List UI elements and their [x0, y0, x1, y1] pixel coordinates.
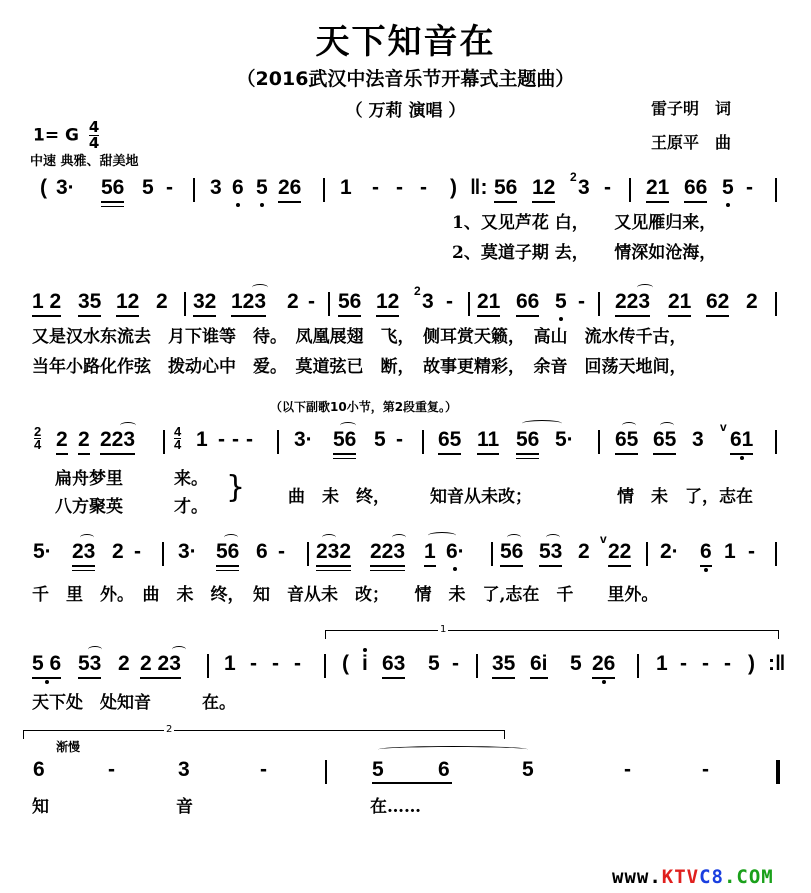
- staff-line-4: 5· 23 2 - 3· 56 6 - 232 223 1 6· 56 53 2 v 22 2· 6 1 - 千 里 外。 曲 未 终， 知 音从未 改； 情 未 了,志在 千 里外。: [0, 540, 811, 610]
- barline: [476, 654, 478, 678]
- staff-line-3: $\frac{2}{4}$ 2 2 223 $\frac{4}{4}$ 1 - - - 3· 56 5 - 65 11 56 5· 65 65 3 v 61 扁舟梦里 来。 八方聚英 才。 } 曲 未 终， 知音从未改； 情 未 了，志在: [0, 428, 811, 518]
- slur: [522, 420, 562, 427]
- volta-bracket-2: 2: [23, 730, 505, 739]
- lyric-verse-1: 扁舟梦里 来。: [55, 469, 208, 489]
- lyric-word: 知: [32, 797, 49, 817]
- lyric-word: 音: [176, 797, 193, 817]
- barline: [422, 430, 424, 454]
- lyric-line: 千 里 外。 曲 未 终， 知 音从未 改； 情 未 了,志在 千 里外。: [32, 585, 659, 605]
- final-barline: [776, 760, 780, 784]
- staff-line-2: 1 2 35 12 2 32 123 2 - 56 12 2 3 - 21 66 5 - 223 21 62 2 又是汉水东流去 月下谁等 待。 凤凰展翅 飞， 侧耳赏天籁， 高山 流水传千古， 当年小路化作弦 拨动心中 爱。 莫道弦已 断， 故事更精彩， 余音 回荡天地间，: [0, 290, 811, 370]
- barline: [491, 542, 493, 566]
- time-signature: $\frac{4}{4}$: [88, 118, 100, 152]
- staff-line-1: ( 3· 56 5 - 3 6 5 26 1 - - - ) ‖: 56 12 2 3 - 21 66 5 - 1、又见芦花 白， 又见雁归来， 2、莫道子期 去， 情深如沧海，: [0, 176, 811, 256]
- barline: [629, 178, 631, 202]
- lyric-chorus-1: 曲 未 终，: [288, 487, 390, 507]
- slur: [428, 532, 456, 539]
- barline: [324, 654, 326, 678]
- note-dotted-low: 56: [500, 540, 523, 567]
- barline: [184, 292, 186, 316]
- time-change-4-4: $\frac{4}{4}$: [174, 424, 182, 452]
- barline: [598, 430, 600, 454]
- breath-mark: v: [720, 420, 727, 434]
- composer-credit: 王原平 曲: [651, 133, 732, 152]
- key-label: 1= G: [33, 125, 79, 146]
- ritardando-mark: 渐慢: [56, 740, 81, 754]
- barline: [328, 292, 330, 316]
- barline: [775, 542, 777, 566]
- repeat-end: :‖: [768, 652, 786, 675]
- lyric-word: 在……: [370, 797, 421, 817]
- beam: [372, 782, 452, 784]
- lyric-brace: }: [226, 470, 246, 505]
- barline: [193, 178, 195, 202]
- lyric-line: 天下处 处知音 在。: [32, 693, 236, 713]
- mordent-note: 66: [684, 176, 707, 203]
- song-title: 天下知音在: [315, 22, 496, 62]
- lyric-chorus-2: 知音从未改；: [430, 487, 532, 507]
- breath-mark: v: [600, 532, 607, 546]
- repeat-annotation: （以下副歌10小节，第2段重复。）: [270, 400, 458, 414]
- lyric-verse-2: 当年小路化作弦 拨动心中 爱。 莫道弦已 断， 故事更精彩， 余音 回荡天地间，: [32, 357, 687, 377]
- song-subtitle: （2016武汉中法音乐节开幕式主题曲）: [236, 68, 575, 90]
- repeat-start: ‖:: [470, 176, 488, 199]
- barline: [163, 430, 165, 454]
- barline: [775, 178, 777, 202]
- barline: [207, 654, 209, 678]
- lyric-chorus-3: 情 未 了，志在: [617, 487, 753, 507]
- watermark: www.KTVC8.COM: [612, 866, 774, 888]
- barline: [468, 292, 470, 316]
- barline: [325, 760, 327, 784]
- slur: [378, 746, 528, 753]
- lyricist-credit: 雷子明 词: [651, 99, 732, 118]
- staff-line-5: 5 6 53 2 2 23 1 - - - ( i 63 5 - 35 6i 5 26 1 - - - ) :‖ 天下处 处知音 在。: [0, 652, 811, 712]
- volta-bracket-1: 1: [325, 630, 779, 639]
- singer-credit: （ 万莉 演唱 ）: [345, 101, 466, 121]
- barline: [277, 430, 279, 454]
- lyric-verse-2: 八方聚英 才。: [55, 497, 208, 517]
- grace-note: 2: [570, 170, 577, 184]
- staff-line-6: 6 - 3 - 5 6 5 - - 知 音 在……: [0, 758, 811, 818]
- time-change-2-4: $\frac{2}{4}$: [34, 424, 42, 452]
- grace-note: 2: [414, 284, 421, 298]
- barline: [307, 542, 309, 566]
- barline: [775, 430, 777, 454]
- key-signature: [33, 120, 99, 151]
- lyric-verse-1: 又是汉水东流去 月下谁等 待。 凤凰展翅 飞， 侧耳赏天籁， 高山 流水传千古，: [32, 327, 687, 347]
- barline: [162, 542, 164, 566]
- barline: [646, 542, 648, 566]
- barline: [775, 292, 777, 316]
- lyric-verse-2: 2、莫道子期 去， 情深如沧海，: [452, 243, 717, 263]
- barline: [637, 654, 639, 678]
- tempo-marking: 中速 典雅、甜美地: [30, 154, 139, 169]
- lyric-verse-1: 1、又见芦花 白， 又见雁归来，: [452, 213, 717, 233]
- barline: [323, 178, 325, 202]
- barline: [598, 292, 600, 316]
